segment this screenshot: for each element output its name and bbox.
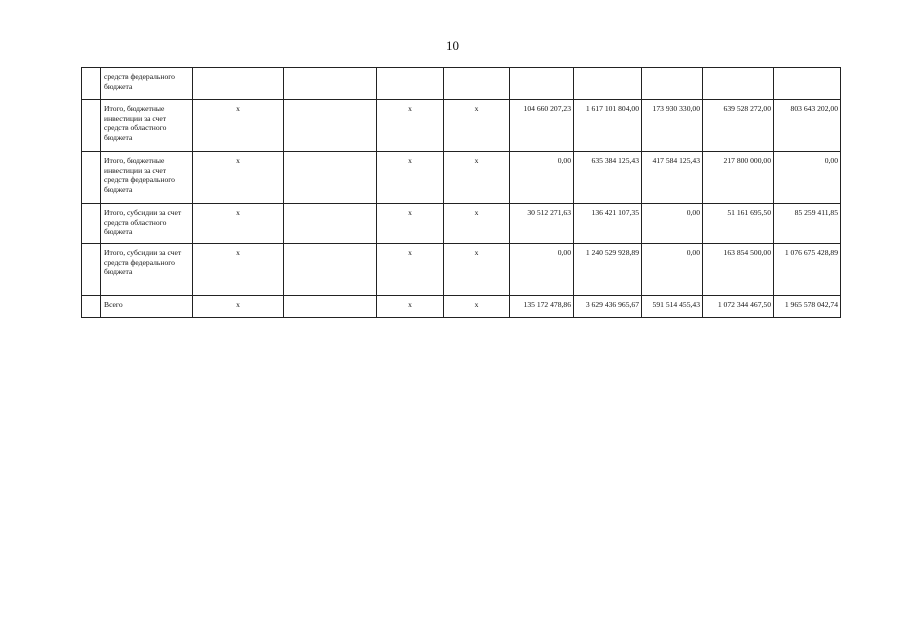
row-index-cell xyxy=(82,244,101,296)
table-cell: 0,00 xyxy=(774,152,841,204)
page-number: 10 xyxy=(446,38,459,53)
table-cell: х xyxy=(377,296,444,318)
table-cell: 1 617 101 804,00 xyxy=(574,100,642,152)
budget-table xyxy=(81,67,841,318)
table-cell xyxy=(444,68,510,100)
table-cell: 417 584 125,43 xyxy=(642,152,703,204)
table-row xyxy=(82,68,841,100)
table-cell: 1 072 344 467,50 xyxy=(703,296,774,318)
table-row-total xyxy=(82,296,841,318)
table-cell: 0,00 xyxy=(510,152,574,204)
table-row xyxy=(82,152,841,204)
row-index-cell xyxy=(82,68,101,100)
table-cell: х xyxy=(444,100,510,152)
table-cell: 51 161 695,50 xyxy=(703,204,774,244)
table-cell xyxy=(574,68,642,100)
table-cell: х xyxy=(193,204,284,244)
table-cell: х xyxy=(193,244,284,296)
table-cell xyxy=(642,68,703,100)
table-cell: 163 854 500,00 xyxy=(703,244,774,296)
row-name-cell: средств федерального бюджета xyxy=(101,68,193,100)
table-cell xyxy=(284,152,377,204)
table-cell: 1 076 675 428,89 xyxy=(774,244,841,296)
table-cell: х xyxy=(377,244,444,296)
table-cell: 30 512 271,63 xyxy=(510,204,574,244)
table-cell: 639 528 272,00 xyxy=(703,100,774,152)
table-cell: 3 629 436 965,67 xyxy=(574,296,642,318)
table-cell: х xyxy=(193,100,284,152)
table-cell: 0,00 xyxy=(642,204,703,244)
table-row xyxy=(82,100,841,152)
table-cell: 104 660 207,23 xyxy=(510,100,574,152)
table-cell xyxy=(774,68,841,100)
table-cell: 217 800 000,00 xyxy=(703,152,774,204)
table-cell: х xyxy=(377,204,444,244)
table-cell xyxy=(703,68,774,100)
table-row xyxy=(82,204,841,244)
table-cell xyxy=(284,296,377,318)
table-cell xyxy=(193,68,284,100)
table-cell: х xyxy=(193,296,284,318)
table-cell: 173 930 330,00 xyxy=(642,100,703,152)
table-cell: 803 643 202,00 xyxy=(774,100,841,152)
table-cell xyxy=(284,100,377,152)
row-name-cell: Итого, бюджетные инвестиции за счет средств федерального бюджета xyxy=(101,152,193,204)
row-name-cell: Итого, субсидии за счет средств областного бюджета xyxy=(101,204,193,244)
table-cell: х xyxy=(444,296,510,318)
table-cell: х xyxy=(444,152,510,204)
table-cell: 635 384 125,43 xyxy=(574,152,642,204)
table-cell: 0,00 xyxy=(510,244,574,296)
table-cell: 0,00 xyxy=(642,244,703,296)
table-cell: 85 259 411,85 xyxy=(774,204,841,244)
table-cell: х xyxy=(444,244,510,296)
table-cell xyxy=(284,204,377,244)
table-cell: 1 965 578 042,74 xyxy=(774,296,841,318)
table-cell: х xyxy=(444,204,510,244)
table-cell: х xyxy=(377,100,444,152)
row-index-cell xyxy=(82,100,101,152)
table-cell: 136 421 107,35 xyxy=(574,204,642,244)
table-cell: 135 172 478,86 xyxy=(510,296,574,318)
row-index-cell xyxy=(82,204,101,244)
row-index-cell xyxy=(82,152,101,204)
table-cell xyxy=(510,68,574,100)
row-name-cell: Итого, субсидии за счет средств федерального бюджета xyxy=(101,244,193,296)
table-row xyxy=(82,244,841,296)
table-cell xyxy=(284,68,377,100)
table-cell xyxy=(284,244,377,296)
row-name-cell: Всего xyxy=(101,296,193,318)
table-cell: 591 514 455,43 xyxy=(642,296,703,318)
table-cell: 1 240 529 928,89 xyxy=(574,244,642,296)
row-name-cell: Итого, бюджетные инвестиции за счет средств областного бюджета xyxy=(101,100,193,152)
row-index-cell xyxy=(82,296,101,318)
table-cell: х xyxy=(377,152,444,204)
table-cell: х xyxy=(193,152,284,204)
table-cell xyxy=(377,68,444,100)
